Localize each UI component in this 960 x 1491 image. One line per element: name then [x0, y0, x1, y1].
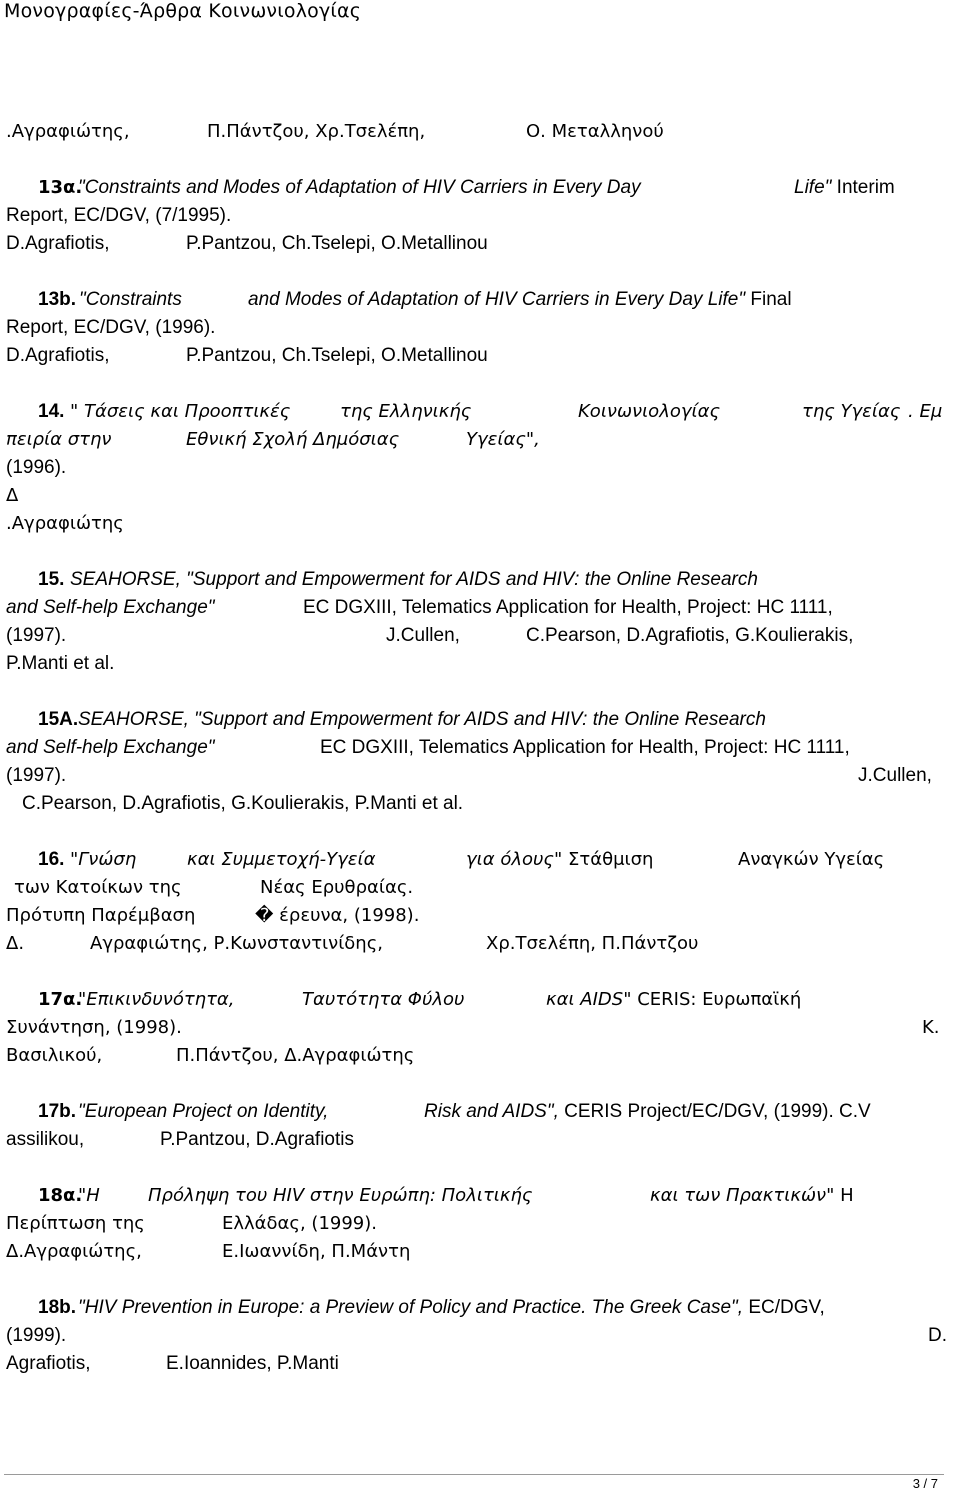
ref-authors: Π.Πάντζου, Δ.Αγραφιώτης: [176, 1045, 415, 1066]
ref-title: and Modes of Adaptation of HIV Carriers in Every Day Life": [248, 289, 746, 310]
ref-authors: Βασιλικού,: [6, 1045, 103, 1066]
ref-title: "Η: [78, 1185, 100, 1206]
ref-authors: Δ.: [6, 933, 25, 954]
ref-title-cont: [248, 289, 792, 311]
ref-number: 17b.: [38, 1101, 77, 1122]
ref-authors: assilikou,: [6, 1129, 85, 1150]
ref-title-rest: Περίπτωση της: [6, 1213, 145, 1234]
ref-source: EC DGXIII, Telematics Application for Health, Project: HC 1111,: [303, 597, 833, 618]
ref-year: (1997).: [6, 765, 67, 786]
ref-source: CERIS Project/EC/DGV, (1999). C.V: [558, 1101, 871, 1122]
ref-authors: Agrafiotis,: [6, 1353, 91, 1374]
ref-title: "Constraints and Modes of Adaptation of HIV Carriers in Every Day: [78, 177, 641, 198]
author-line: Π.Πάντζου, Χρ.Τσελέπη,: [207, 121, 426, 142]
ref-source: � έρευνα, (1998).: [255, 905, 420, 926]
ref-title-rest: Η: [834, 1185, 854, 1206]
ref-title: "Γνώση: [70, 849, 137, 870]
author-line: Ο. Μεταλληνού: [526, 121, 664, 142]
ref-title: Κοινωνιολογίας: [578, 401, 721, 422]
ref-title: and Self-help Exchange": [6, 597, 215, 618]
ref-title: της Ελληνικής: [340, 401, 472, 422]
page-header-title: Μονογραφίες-Άρθρα Κοινωνιολογίας: [4, 0, 362, 22]
ref-source: CERIS: Ευρωπαϊκή: [631, 989, 802, 1010]
ref-title: Ταυτότητα Φύλου: [302, 989, 465, 1010]
ref-authors: P.Pantzou, Ch.Tselepi, O.Metallinou: [186, 345, 488, 366]
ref-title: και των Πρακτικών": [650, 1185, 835, 1206]
ref-number: 16.: [38, 849, 65, 870]
ref-authors: P.Pantzou, Ch.Tselepi, O.Metallinou: [186, 233, 488, 254]
ref-number: 13α.: [38, 177, 83, 198]
ref-title: Υγείας",: [466, 429, 540, 450]
ref-title: πειρία στην: [6, 429, 112, 450]
ref-year: (1999).: [6, 1325, 67, 1346]
ref-authors: D.Agrafiotis,: [6, 233, 110, 254]
ref-title: Εθνική Σχολή Δημόσιας: [186, 429, 400, 450]
ref-title: Risk and AIDS",: [424, 1101, 559, 1122]
ref-title-cont: [794, 177, 895, 199]
ref-title: "Constraints: [79, 289, 182, 310]
ref-title-cont: [466, 849, 653, 871]
ref-year: (1996).: [6, 457, 67, 478]
ref-number: 18α.: [38, 1185, 83, 1206]
ref-authors: P.Pantzou, D.Agrafiotis: [160, 1129, 354, 1150]
ref-title-cont: [424, 1101, 871, 1123]
ref-type: Interim: [831, 177, 895, 198]
ref-title-cont: [650, 1185, 854, 1207]
ref-authors: J.Cullen,: [386, 625, 460, 646]
ref-authors: Κ.: [922, 1017, 940, 1038]
ref-title: της Υγείας: [802, 401, 901, 422]
ref-authors: Αγραφιώτης, Ρ.Κωνσταντινίδης,: [90, 933, 384, 954]
ref-authors: C.Pearson, D.Agrafiotis, G.Koulierakis,: [526, 625, 854, 646]
ref-type: Final: [745, 289, 792, 310]
ref-title: SEAHORSE, "Support and Empowerment for AIDS and HIV: the Online Research: [70, 569, 758, 590]
ref-authors: P.Manti et al.: [6, 653, 115, 674]
ref-source: EC DGXIII, Telematics Application for Health, Project: HC 1111,: [320, 737, 850, 758]
ref-number: 14.: [38, 401, 65, 422]
ref-authors: E.Ioannides, P.Manti: [166, 1353, 339, 1374]
ref-title-cont: [546, 989, 801, 1011]
ref-authors: D.: [928, 1325, 947, 1346]
page-number: 3 / 7: [912, 1476, 938, 1491]
ref-title-rest: Αναγκών Υγείας: [738, 849, 885, 870]
author-line: .Αγραφιώτης,: [6, 121, 130, 142]
ref-title: για όλους": [466, 849, 563, 870]
ref-title: . Εμ: [908, 401, 943, 422]
ref-title-rest: Στάθμιση: [562, 849, 654, 870]
ref-title: " Τάσεις και Προοπτικές: [70, 401, 291, 422]
ref-authors: C.Pearson, D.Agrafiotis, G.Koulierakis, P.Manti et al.: [22, 793, 464, 814]
ref-source: Report, EC/DGV, (7/1995).: [6, 205, 232, 226]
ref-authors: .Αγραφιώτης: [6, 513, 124, 534]
ref-title-life: Life": [794, 177, 832, 198]
ref-year: (1997).: [6, 625, 67, 646]
ref-title-cont: [78, 1297, 825, 1319]
ref-source: Ελλάδας, (1999).: [222, 1213, 378, 1234]
ref-source: EC/DGV,: [743, 1297, 825, 1318]
ref-title: SEAHORSE, "Support and Empowerment for AIDS and HIV: the Online Research: [78, 709, 766, 730]
footer-divider: [4, 1474, 944, 1475]
ref-title-rest: των Κατοίκων της: [14, 877, 182, 898]
ref-title: και Συμμετοχή-Υγεία: [187, 849, 376, 870]
ref-authors: D.Agrafiotis,: [6, 345, 110, 366]
ref-authors: Χρ.Τσελέπη, Π.Πάντζου: [486, 933, 699, 954]
ref-title: "European Project on Identity,: [78, 1101, 329, 1122]
ref-authors: Δ: [6, 485, 19, 506]
ref-authors: Δ.Αγραφιώτης,: [6, 1241, 142, 1262]
ref-number: 15A.: [38, 709, 79, 730]
ref-title: "Επικινδυνότητα,: [78, 989, 235, 1010]
ref-title: "HIV Prevention in Europe: a Preview of Policy and Practice. The Greek Case",: [78, 1297, 744, 1318]
ref-number: 13b.: [38, 289, 77, 310]
ref-authors: J.Cullen,: [858, 765, 932, 786]
ref-title: and Self-help Exchange": [6, 737, 215, 758]
ref-source: Πρότυπη Παρέμβαση: [6, 905, 196, 926]
ref-number: 18b.: [38, 1297, 77, 1318]
ref-title: Πρόληψη του HIV στην Ευρώπη: Πολιτικής: [148, 1185, 533, 1206]
ref-title-rest: Νέας Ερυθραίας.: [260, 877, 414, 898]
ref-number: 17α.: [38, 989, 83, 1010]
ref-authors: Ε.Ιωαννίδη, Π.Μάντη: [222, 1241, 411, 1262]
ref-source: Συνάντηση, (1998).: [6, 1017, 182, 1038]
ref-title: και AIDS": [546, 989, 632, 1010]
ref-number: 15.: [38, 569, 65, 590]
ref-source: Report, EC/DGV, (1996).: [6, 317, 216, 338]
